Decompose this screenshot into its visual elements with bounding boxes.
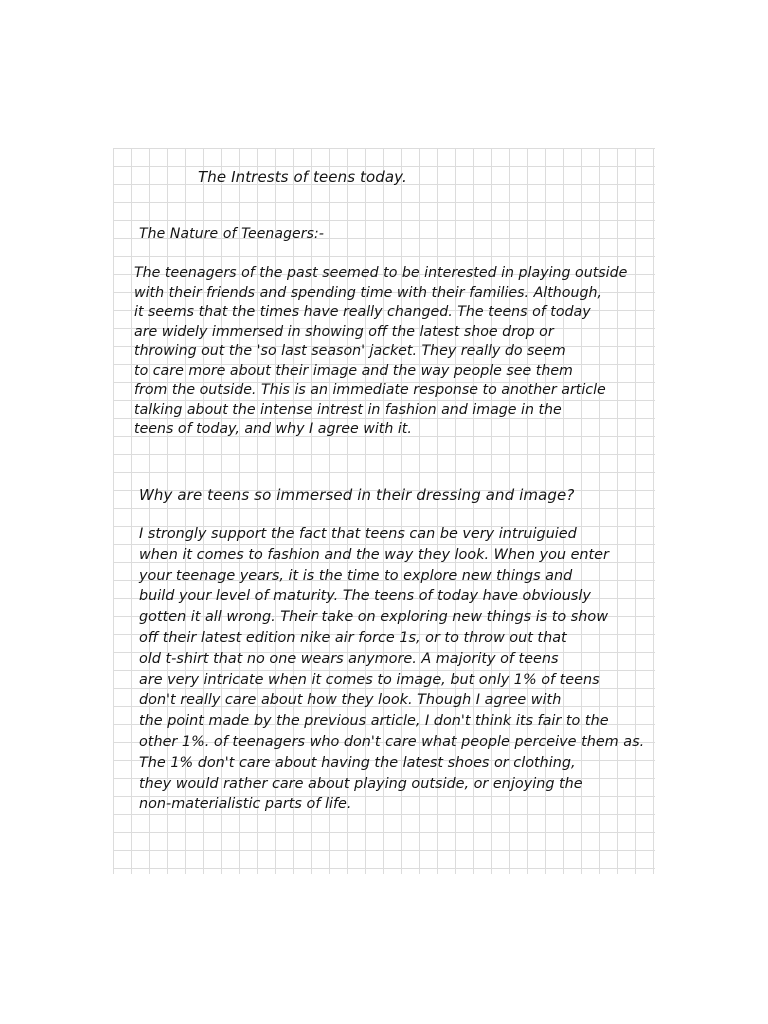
text-line: the point made by the previous article, I don't think its fair to the [139,713,609,730]
text-line: off their latest edition nike air force 1s, or to throw out that [139,629,567,646]
section-heading-nature: The Nature of Teenagers:- [139,226,324,242]
text-line: I strongly support the fact that teens can be very intruiguied [139,526,577,542]
text-line: talking about the intense intrest in fashion and image in the [134,401,562,418]
text-line: teens of today, and why I agree with it. [134,421,412,437]
paragraph-why [139,524,644,815]
text-line: The 1% don't care about having the latest shoes or clothing, [139,754,576,771]
paragraph-nature [134,264,627,440]
text-line: old t-shirt that no one wears anymore. A majority of teens [139,650,559,667]
text-line: with their friends and spending time with their families. Although, [134,284,602,301]
text-line: The teenagers of the past seemed to be interested in playing outside [134,265,628,281]
document-title: The Intrests of teens today. [198,168,407,186]
text-line: other 1%. of teenagers who don't care what people perceive them as. [139,733,645,750]
text-line: to care more about their image and the way people see them [134,362,573,379]
text-line: from the outside. This is an immediate response to another article [134,382,606,398]
text-line: your teenage years, it is the time to explore new things and [139,567,573,584]
text-line: it seems that the times have really changed. The teens of today [134,304,591,320]
section-heading-why: Why are teens so immersed in their dressing and image? [139,486,575,504]
text-line: build your level of maturity. The teens of today have obviously [139,588,591,605]
text-line: are widely immersed in showing off the latest shoe drop or [134,323,554,340]
text-line: throwing out the 'so last season' jacket. They really do seem [134,343,566,359]
text-line: when it comes to fashion and the way they look. When you enter [139,546,609,563]
text-line: are very intricate when it comes to image, but only 1% of teens [139,671,600,688]
text-line: non-materialistic parts of life. [139,796,352,813]
text-line: don't really care about how they look. Though I agree with [139,692,562,709]
text-line: gotten it all wrong. Their take on exploring new things is to show [139,609,608,626]
text-line: they would rather care about playing outside, or enjoying the [139,775,583,792]
